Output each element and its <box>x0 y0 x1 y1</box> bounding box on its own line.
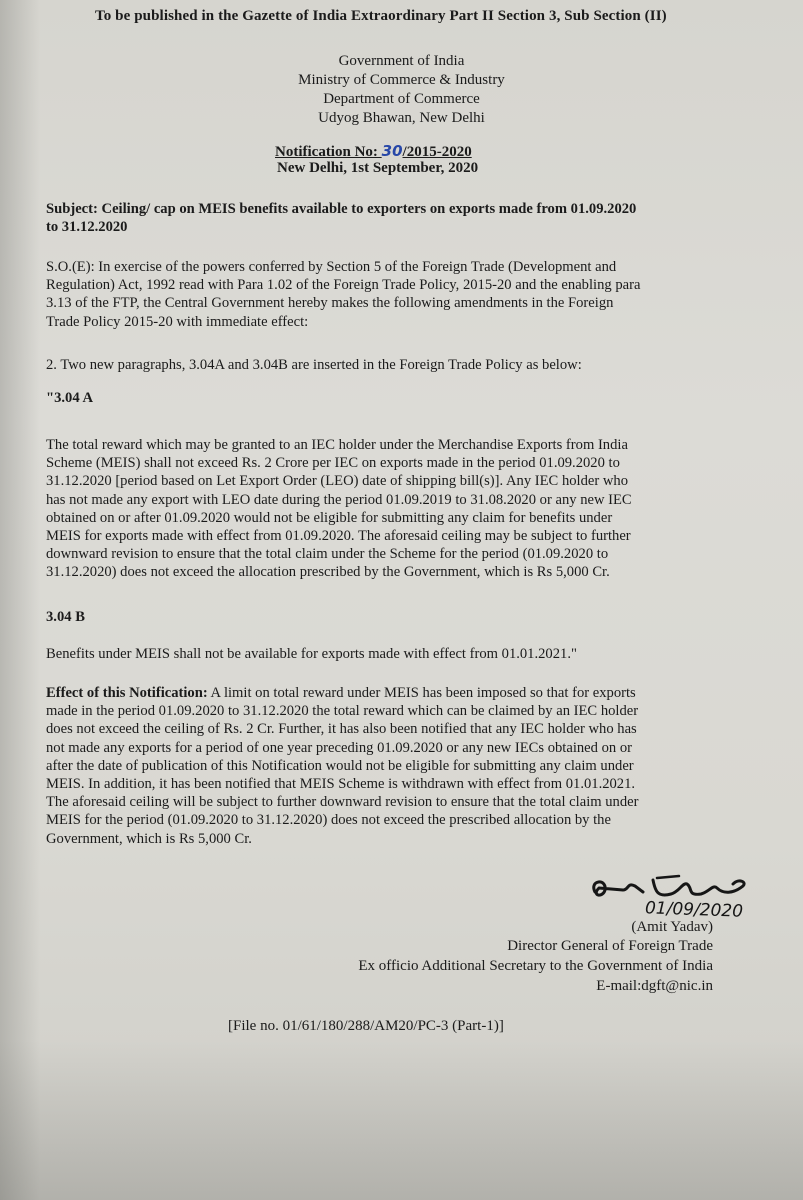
signatory-office: Ex officio Additional Secretary to the Government of India <box>358 958 713 974</box>
para-a-line: Scheme (MEIS) shall not exceed Rs. 2 Crore per IEC on exports made in the period 01.09.2020 to <box>46 455 620 472</box>
file-number: [File no. 01/61/180/288/AM20/PC-3 (Part-1)] <box>228 1018 504 1034</box>
subject-line-2: to 31.12.2020 <box>46 219 128 236</box>
para-a-line: obtained on or after 01.09.2020 would not be eligible for submitting any claim for benefits under <box>46 509 613 526</box>
signatory-name: (Amit Yadav) <box>631 919 713 935</box>
paragraph-3-04-b: Benefits under MEIS shall not be available for exports made with effect from 01.01.2021." <box>46 646 577 662</box>
effect-line: Government, which is Rs 5,000 Cr. <box>46 830 252 847</box>
notification-label: Notification No: <box>275 144 382 160</box>
notification-number <box>275 142 472 161</box>
preamble-line: Trade Policy 2015-20 with immediate effect: <box>46 313 309 330</box>
para-a-line: The total reward which may be granted to an IEC holder under the Merchandise Exports from India <box>46 437 628 453</box>
para-a-line: has not made any export with LEO date during the period 01.09.2019 to 31.08.2020 or any new IEC <box>46 491 632 508</box>
para-a-line: MEIS for exports made with effect from 01.09.2020. The aforesaid ceiling may be subject to further <box>46 528 631 545</box>
preamble-line: S.O.(E): In exercise of the powers conferred by Section 5 of the Foreign Trade (Development and <box>46 259 617 275</box>
gazette-line: To be published in the Gazette of India Extraordinary Part II Section 3, Sub Section (II) <box>95 8 667 24</box>
notification-suffix: /2015-2020 <box>402 144 472 160</box>
effect-text: A limit on total reward under MEIS has been imposed so that for exports <box>207 685 636 701</box>
paragraph-3-04-a <box>46 436 726 582</box>
effect-of-notification <box>46 684 726 848</box>
effect-line: made in the period 01.09.2020 to 31.12.2020 the total reward which can be claimed by an IEC holder <box>46 703 639 720</box>
preamble-line: Regulation) Act, 1992 read with Para 1.02 of the Foreign Trade Policy, 2015-20 and the enabling para <box>46 277 641 294</box>
signatory-email: E-mail:dgft@nic.in <box>596 978 713 994</box>
handwritten-number: 30 <box>381 142 403 160</box>
preamble <box>46 258 726 331</box>
ministry-name: Ministry of Commerce & Industry <box>298 72 505 88</box>
office-address: Udyog Bhawan, New Delhi <box>318 110 485 126</box>
department-name: Department of Commerce <box>323 91 480 107</box>
effect-line: MEIS for the period (01.09.2020 to 31.12.2020) does not exceed the prescribed allocation by the <box>46 812 611 829</box>
effect-line <box>46 684 726 702</box>
para-a-line: downward revision to ensure that the total claim under the Scheme for the period (01.09.2020 to <box>46 546 609 563</box>
notification-date: New Delhi, 1st September, 2020 <box>277 160 479 176</box>
signatory-designation: Director General of Foreign Trade <box>507 938 713 954</box>
effect-line: MEIS. In addition, it has been notified that MEIS Scheme is withdrawn with effect from 01.01.2021. <box>46 776 636 793</box>
effect-line: not made any exports for a period of one year preceding 01.09.2020 or any new IECs obtained on or <box>46 739 633 756</box>
handwritten-date: 01/09/2020 <box>644 898 744 922</box>
heading-3-04-a: "3.04 A <box>46 390 94 406</box>
preamble-line: 3.13 of the FTP, the Central Government hereby makes the following amendments in the Foreign <box>46 295 614 312</box>
para-a-line: 31.12.2020) does not exceed the allocation prescribed by the Government, which is Rs 5,000 Cr. <box>46 564 610 581</box>
effect-label: Effect of this Notification: <box>46 685 208 701</box>
subject-line-1: Subject: Ceiling/ cap on MEIS benefits available to exporters on exports made from 01.09.2020 <box>46 201 637 217</box>
effect-line: The aforesaid ceiling will be subject to further downward revision to ensure that the total claim under <box>46 794 639 811</box>
effect-line: does not exceed the ceiling of Rs. 2 Cr. Further, it has also been notified that any IEC holder who has <box>46 721 637 738</box>
point-2: 2. Two new paragraphs, 3.04A and 3.04B are inserted in the Foreign Trade Policy as below: <box>46 357 582 373</box>
subject <box>46 200 726 236</box>
effect-line: after the date of publication of this Notification would not be eligible for submitting any claim under <box>46 757 634 774</box>
government-name: Government of India <box>338 53 465 69</box>
heading-3-04-b: 3.04 B <box>46 609 85 625</box>
para-a-line: 31.12.2020 [period based on Let Export Order (LEO) date of shipping bill(s)]. Any IEC holder who <box>46 473 629 490</box>
